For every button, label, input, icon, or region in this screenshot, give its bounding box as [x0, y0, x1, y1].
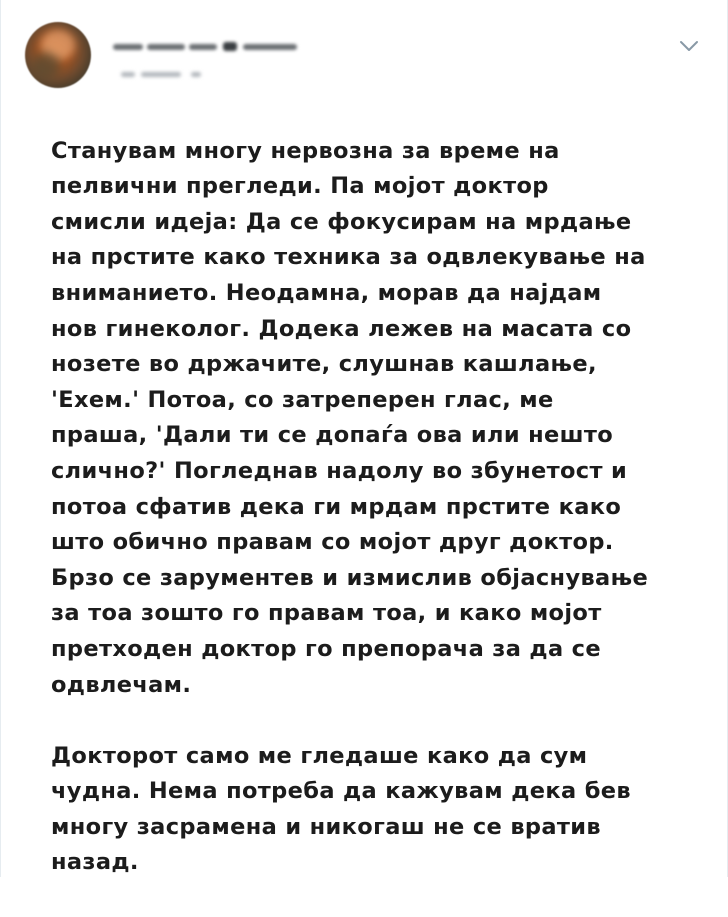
avatar[interactable] — [25, 22, 91, 88]
tweet-header — [25, 22, 705, 86]
avatar-blur-detail — [31, 52, 61, 80]
author-handle-redacted[interactable] — [121, 70, 213, 80]
tweet-text — [51, 98, 711, 917]
tweet-paragraph: Докторот само ме гледаше како да сум чудна. Нема потреба да кажувам дека бев многу засрамена и никогаш не се вратив назад. — [51, 742, 631, 876]
author-name-redacted[interactable] — [113, 42, 299, 54]
chevron-down-icon — [677, 36, 701, 56]
tweet-paragraph: Станувам многу нервозна за време на пелвични прегледи. Па мојот доктор смисли идеја: Да се фокусирам на мрдање на прстите како техника за одвлекување на вниманието. Неодамна, морав да најдам нов гинеколог. Додека лежев на масата со нозете во држачите, слушнав кашлање, 'Ехем.' Потоа, со затреперен глас, ме праша, 'Дали ти се допаѓа ова или нешто слично?' Погледнав надолу во збунетост и потоа сфатив дека ги мрдам прстите како што обично правам со мојот друг доктор. Брзо се зарументев и измислив објаснување за тоа зошто го правам тоа, и како мојот претходен доктор го препорача за да се одвлечам. — [51, 137, 649, 698]
tweet-menu-button[interactable] — [677, 36, 701, 56]
